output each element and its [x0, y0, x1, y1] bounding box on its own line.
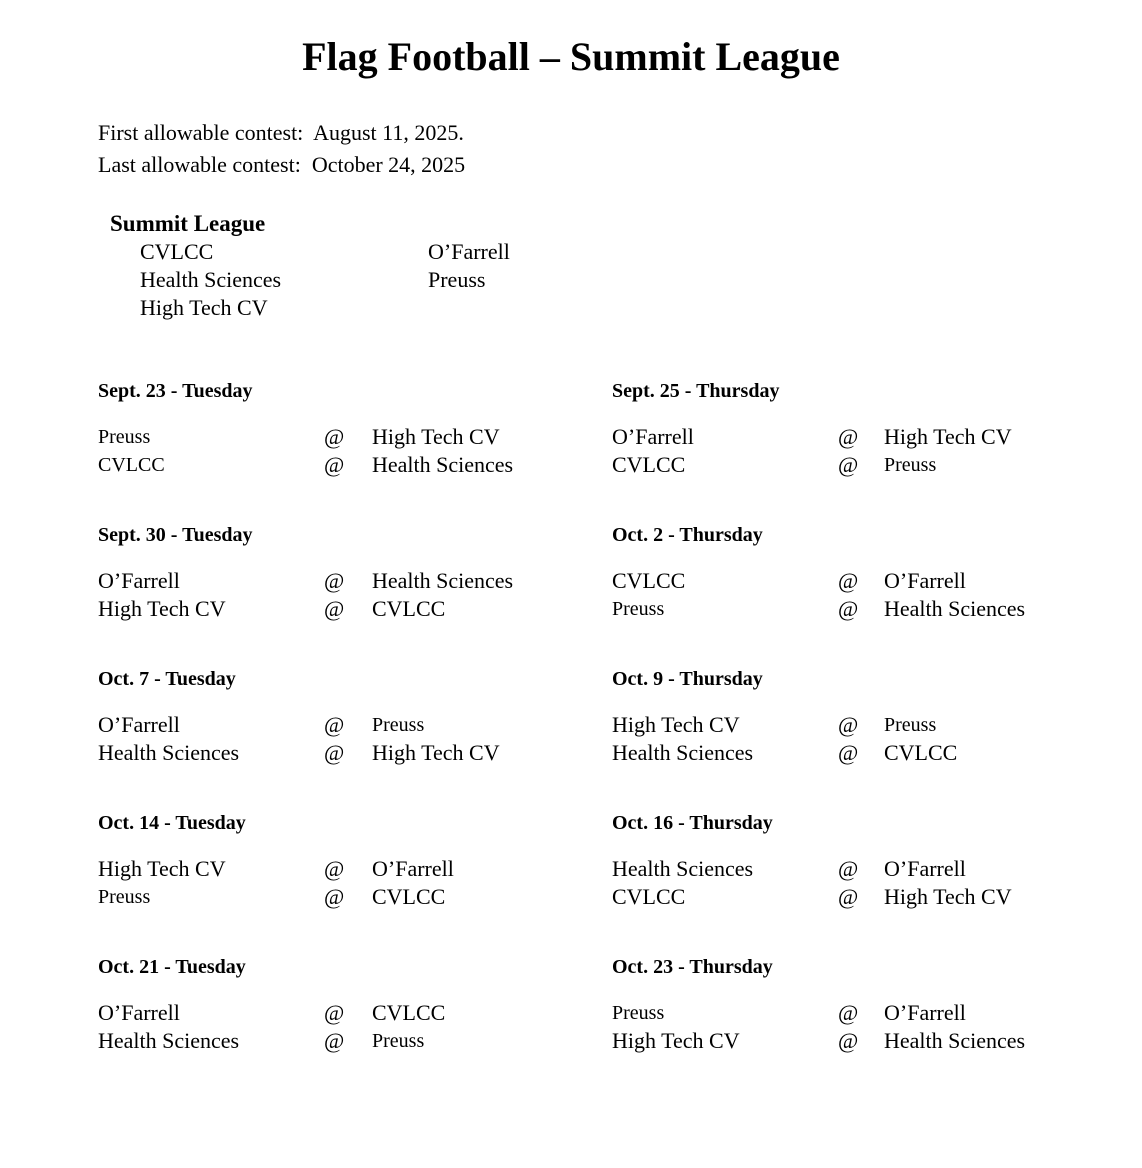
- away-team: CVLCC: [612, 452, 686, 477]
- home-team: Preuss: [884, 454, 937, 476]
- day-header: Oct. 9 - Thursday: [612, 668, 763, 690]
- home-team: O’Farrell: [884, 1000, 966, 1025]
- schedule-day: [98, 379, 598, 479]
- allowable-dates: [98, 117, 465, 181]
- home-team: Preuss: [372, 714, 425, 736]
- game-row: [98, 451, 598, 479]
- schedule-day: [612, 523, 1112, 623]
- day-header: Sept. 23 - Tuesday: [98, 380, 253, 402]
- away-team: Health Sciences: [612, 856, 754, 881]
- schedule-day: [98, 811, 598, 911]
- day-header: Oct. 21 - Tuesday: [98, 956, 246, 978]
- team-name: O’Farrell: [428, 239, 510, 264]
- away-team: CVLCC: [612, 884, 686, 909]
- away-team: Preuss: [98, 426, 151, 448]
- at-symbol: @: [324, 424, 345, 449]
- schedule-day: [98, 667, 598, 767]
- at-symbol: @: [324, 452, 345, 477]
- game-row: [98, 711, 598, 739]
- home-team: Health Sciences: [884, 596, 1026, 621]
- team-name: High Tech CV: [140, 295, 268, 320]
- game-row: [98, 567, 598, 595]
- day-header: Sept. 30 - Tuesday: [98, 524, 253, 546]
- away-team: Health Sciences: [612, 740, 754, 765]
- home-team: Preuss: [884, 714, 937, 736]
- at-symbol: @: [838, 568, 859, 593]
- at-symbol: @: [838, 596, 859, 621]
- league-teams-column-1: [140, 238, 281, 322]
- home-team: Preuss: [372, 1030, 425, 1052]
- game-row: [612, 595, 1112, 623]
- day-header: Oct. 7 - Tuesday: [98, 668, 236, 690]
- home-team: CVLCC: [884, 740, 958, 765]
- home-team: High Tech CV: [884, 884, 1012, 909]
- at-symbol: @: [324, 1000, 345, 1025]
- home-team: Health Sciences: [884, 1028, 1026, 1053]
- away-team: High Tech CV: [98, 856, 226, 881]
- home-team: O’Farrell: [884, 856, 966, 881]
- away-team: Health Sciences: [98, 1028, 240, 1053]
- team-name: Health Sciences: [140, 267, 282, 292]
- at-symbol: @: [838, 1000, 859, 1025]
- home-team: High Tech CV: [372, 424, 500, 449]
- schedule-day: [612, 667, 1112, 767]
- schedule-day: [612, 379, 1112, 479]
- away-team: Preuss: [612, 1002, 665, 1024]
- team-name: Preuss: [428, 267, 486, 292]
- away-team: High Tech CV: [612, 1028, 740, 1053]
- away-team: Health Sciences: [98, 740, 240, 765]
- game-row: [612, 451, 1112, 479]
- home-team: Health Sciences: [372, 452, 514, 477]
- game-row: [612, 567, 1112, 595]
- home-team: Health Sciences: [372, 568, 514, 593]
- away-team: CVLCC: [98, 454, 165, 476]
- game-row: [98, 1027, 598, 1055]
- game-row: [612, 883, 1112, 911]
- game-row: [612, 739, 1112, 767]
- game-row: [612, 999, 1112, 1027]
- day-header: Oct. 14 - Tuesday: [98, 812, 246, 834]
- at-symbol: @: [838, 452, 859, 477]
- away-team: CVLCC: [612, 568, 686, 593]
- game-row: [612, 711, 1112, 739]
- at-symbol: @: [324, 884, 345, 909]
- at-symbol: @: [838, 424, 859, 449]
- game-row: [98, 855, 598, 883]
- away-team: High Tech CV: [612, 712, 740, 737]
- at-symbol: @: [324, 568, 345, 593]
- at-symbol: @: [838, 856, 859, 881]
- away-team: O’Farrell: [98, 1000, 180, 1025]
- home-team: O’Farrell: [884, 568, 966, 593]
- last-allowable-contest: Last allowable contest: October 24, 2025: [98, 152, 466, 177]
- league-heading: Summit League: [110, 211, 266, 236]
- home-team: O’Farrell: [372, 856, 454, 881]
- home-team: CVLCC: [372, 884, 446, 909]
- page-title: Flag Football – Summit League: [302, 34, 840, 79]
- game-row: [98, 739, 598, 767]
- home-team: CVLCC: [372, 1000, 446, 1025]
- schedule-day: [612, 955, 1112, 1055]
- day-header: Oct. 23 - Thursday: [612, 956, 773, 978]
- at-symbol: @: [324, 596, 345, 621]
- game-row: [612, 1027, 1112, 1055]
- team-name: CVLCC: [140, 239, 214, 264]
- away-team: O’Farrell: [612, 424, 694, 449]
- schedule-day: [612, 811, 1112, 911]
- schedule-day: [98, 955, 598, 1055]
- day-header: Oct. 16 - Thursday: [612, 812, 773, 834]
- game-row: [98, 595, 598, 623]
- at-symbol: @: [838, 884, 859, 909]
- at-symbol: @: [324, 712, 345, 737]
- away-team: High Tech CV: [98, 596, 226, 621]
- day-header: Oct. 2 - Thursday: [612, 524, 763, 546]
- at-symbol: @: [324, 1028, 345, 1053]
- away-team: O’Farrell: [98, 568, 180, 593]
- at-symbol: @: [838, 1028, 859, 1053]
- home-team: CVLCC: [372, 596, 446, 621]
- home-team: High Tech CV: [884, 424, 1012, 449]
- game-row: [612, 423, 1112, 451]
- game-row: [98, 883, 598, 911]
- league-teams-column-2: [428, 238, 510, 294]
- at-symbol: @: [838, 712, 859, 737]
- away-team: Preuss: [612, 598, 665, 620]
- home-team: High Tech CV: [372, 740, 500, 765]
- away-team: Preuss: [98, 886, 151, 908]
- schedule-day: [98, 523, 598, 623]
- away-team: O’Farrell: [98, 712, 180, 737]
- game-row: [98, 999, 598, 1027]
- first-allowable-contest: First allowable contest: August 11, 2025.: [98, 120, 464, 145]
- at-symbol: @: [324, 856, 345, 881]
- game-row: [98, 423, 598, 451]
- game-row: [612, 855, 1112, 883]
- at-symbol: @: [838, 740, 859, 765]
- day-header: Sept. 25 - Thursday: [612, 380, 780, 402]
- at-symbol: @: [324, 740, 345, 765]
